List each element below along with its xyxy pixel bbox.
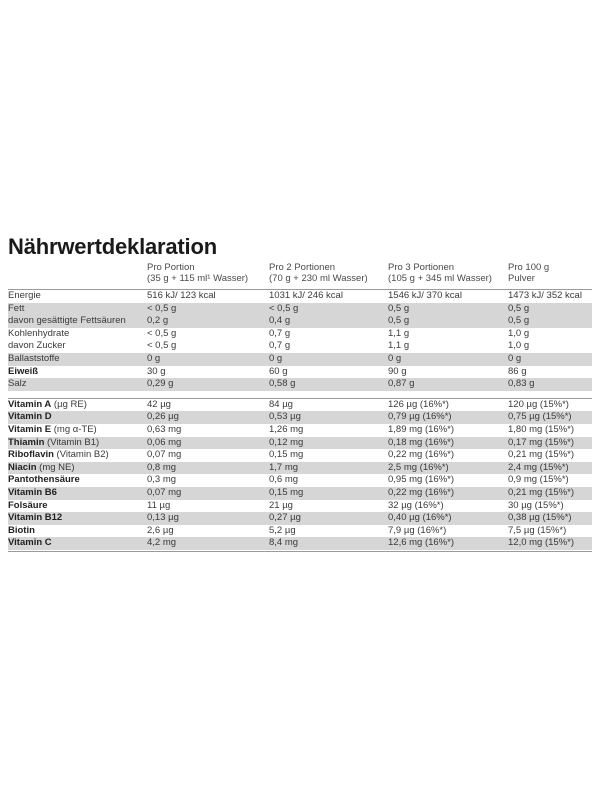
row-value: 0,26 µg bbox=[147, 411, 179, 423]
page-title: Nährwertdeklaration bbox=[8, 234, 217, 259]
row-value: 0,58 g bbox=[269, 378, 296, 390]
row-value: 0,40 µg (16%*) bbox=[388, 512, 452, 524]
row-value: 0,06 mg bbox=[147, 436, 182, 448]
row-value: 0,5 g bbox=[388, 315, 410, 327]
row-value: 30 µg (15%*) bbox=[508, 499, 564, 511]
nutrients-section bbox=[8, 289, 592, 391]
row-value: 0,5 g bbox=[388, 302, 410, 314]
row-value: 1,0 g bbox=[508, 327, 530, 339]
row-value: 7,9 µg (16%*) bbox=[388, 524, 447, 536]
header-cell: Pro 3 Portionen (105 g + 345 ml Wasser) bbox=[388, 262, 492, 284]
row-value: 2,6 µg bbox=[147, 524, 174, 536]
row-label: Vitamin D bbox=[8, 411, 52, 423]
row-value: 0 g bbox=[269, 352, 283, 364]
table-row bbox=[8, 525, 592, 538]
row-value: 1,89 mg (16%*) bbox=[388, 423, 455, 435]
row-value: 60 g bbox=[269, 365, 288, 377]
row-label: Eiweiß bbox=[8, 365, 39, 377]
row-label: Energie bbox=[8, 290, 41, 301]
row-label: Pantothensäure bbox=[8, 474, 80, 486]
table-row bbox=[8, 353, 592, 366]
nutrition-table bbox=[8, 232, 592, 552]
row-value: 1,0 g bbox=[508, 340, 530, 352]
row-value: 0,21 mg (15%*) bbox=[508, 486, 575, 498]
row-value: 42 µg bbox=[147, 398, 171, 410]
table-row bbox=[8, 424, 592, 437]
row-value: 0,4 g bbox=[269, 315, 291, 327]
row-value: 2,5 mg (16%*) bbox=[388, 461, 449, 473]
table-row bbox=[8, 303, 592, 316]
row-value: 120 µg (15%*) bbox=[508, 398, 569, 410]
row-value: 0,75 µg (15%*) bbox=[508, 411, 572, 423]
row-value: 1,7 mg bbox=[269, 461, 299, 473]
row-label: Biotin bbox=[8, 524, 35, 536]
row-value: 0,87 g bbox=[388, 378, 415, 390]
row-value: 84 µg bbox=[269, 398, 293, 410]
row-value: 0,3 mg bbox=[147, 474, 177, 486]
row-label: Thiamin (Vitamin B1) bbox=[8, 436, 100, 448]
row-value: 0,07 mg bbox=[147, 486, 182, 498]
row-value: 0,8 mg bbox=[147, 461, 177, 473]
row-label: Riboflavin (Vitamin B2) bbox=[8, 449, 109, 461]
row-label: Vitamin B12 bbox=[8, 512, 63, 524]
vitamins-section bbox=[8, 398, 592, 550]
row-value: 0,27 µg bbox=[269, 512, 301, 524]
row-label: Kohlenhydrate bbox=[8, 327, 70, 339]
header-cell: Pro 2 Portionen (70 g + 230 ml Wasser) bbox=[269, 262, 368, 284]
row-label: davon gesättigte Fettsäuren bbox=[8, 315, 126, 327]
row-value: 8,4 mg bbox=[269, 537, 299, 549]
table-row bbox=[8, 289, 592, 303]
row-value: 0,38 µg (15%*) bbox=[508, 512, 572, 524]
row-label: Vitamin A (µg RE) bbox=[8, 398, 87, 410]
row-value: < 0,5 g bbox=[147, 340, 177, 352]
table-row bbox=[8, 366, 592, 379]
row-value: 0,22 mg (16%*) bbox=[388, 486, 455, 498]
row-label: Niacin (mg NE) bbox=[8, 461, 75, 473]
row-value: 1546 kJ/ 370 kcal bbox=[388, 290, 462, 301]
row-value: < 0,5 g bbox=[269, 302, 299, 314]
table-row bbox=[8, 462, 592, 475]
row-value: 0,63 mg bbox=[147, 423, 182, 435]
row-value: 0,9 mg (15%*) bbox=[508, 474, 569, 486]
row-label: Fett bbox=[8, 302, 25, 314]
header-cell bbox=[8, 262, 147, 289]
table-row bbox=[8, 474, 592, 487]
row-value: 12,0 mg (15%*) bbox=[508, 537, 575, 549]
row-label: Vitamin E (mg α-TE) bbox=[8, 423, 97, 435]
row-label: Ballaststoffe bbox=[8, 352, 60, 364]
row-value: 0,2 g bbox=[147, 315, 169, 327]
table-header bbox=[8, 262, 592, 289]
row-value: < 0,5 g bbox=[147, 302, 177, 314]
row-value: 5,2 µg bbox=[269, 524, 296, 536]
row-value: 11 µg bbox=[147, 499, 171, 511]
row-value: 0,15 mg bbox=[269, 449, 304, 461]
row-label: Vitamin C bbox=[8, 537, 52, 549]
table-row bbox=[8, 340, 592, 353]
row-value: 4,2 mg bbox=[147, 537, 177, 549]
row-value: 0,13 µg bbox=[147, 512, 179, 524]
row-value: 21 µg bbox=[269, 499, 293, 511]
table-row bbox=[8, 411, 592, 424]
row-value: 0,21 mg (15%*) bbox=[508, 449, 575, 461]
row-label: davon Zucker bbox=[8, 340, 66, 352]
row-value: 0,79 µg (16%*) bbox=[388, 411, 452, 423]
row-value: 0 g bbox=[508, 352, 522, 364]
row-value: 90 g bbox=[388, 365, 407, 377]
row-value: 86 g bbox=[508, 365, 527, 377]
header-cell: Pro Portion (35 g + 115 ml¹ Wasser) bbox=[147, 262, 249, 284]
row-value: 0 g bbox=[147, 352, 161, 364]
row-value: 0,6 mg bbox=[269, 474, 299, 486]
row-value: 0,29 g bbox=[147, 378, 174, 390]
table-row bbox=[8, 378, 592, 391]
row-label: Salz bbox=[8, 378, 27, 390]
row-value: 1,26 mg bbox=[269, 423, 304, 435]
row-value: 7,5 µg (15%*) bbox=[508, 524, 567, 536]
row-value: 1031 kJ/ 246 kcal bbox=[269, 290, 343, 301]
table-row bbox=[8, 398, 592, 412]
row-value: 0,22 mg (16%*) bbox=[388, 449, 455, 461]
row-value: 0,07 mg bbox=[147, 449, 182, 461]
row-value: 126 µg (16%*) bbox=[388, 398, 449, 410]
row-value: < 0,5 g bbox=[147, 327, 177, 339]
row-value: 32 µg (16%*) bbox=[388, 499, 444, 511]
row-value: 0,5 g bbox=[508, 315, 530, 327]
row-value: 12,6 mg (16%*) bbox=[388, 537, 455, 549]
row-value: 0,18 mg (16%*) bbox=[388, 436, 455, 448]
table-row bbox=[8, 315, 592, 328]
row-value: 0,5 g bbox=[508, 302, 530, 314]
row-value: 0,53 µg bbox=[269, 411, 301, 423]
table-row bbox=[8, 328, 592, 341]
row-value: 0,15 mg bbox=[269, 486, 304, 498]
row-value: 1473 kJ/ 352 kcal bbox=[508, 290, 582, 301]
row-value: 0,7 g bbox=[269, 327, 291, 339]
row-value: 0,7 g bbox=[269, 340, 291, 352]
row-value: 0,12 mg bbox=[269, 436, 304, 448]
row-value: 1,1 g bbox=[388, 327, 410, 339]
row-value: 1,80 mg (15%*) bbox=[508, 423, 575, 435]
header-cell: Pro 100 g Pulver bbox=[508, 262, 550, 284]
table-row bbox=[8, 437, 592, 450]
row-value: 516 kJ/ 123 kcal bbox=[147, 290, 216, 301]
row-value: 1,1 g bbox=[388, 340, 410, 352]
row-label: Vitamin B6 bbox=[8, 486, 57, 498]
row-value: 0,83 g bbox=[508, 378, 535, 390]
table-row bbox=[8, 449, 592, 462]
row-value: 0,17 mg (15%*) bbox=[508, 436, 575, 448]
row-value: 2,4 mg (15%*) bbox=[508, 461, 569, 473]
table-row bbox=[8, 500, 592, 513]
table-row bbox=[8, 512, 592, 525]
table-row bbox=[8, 487, 592, 500]
row-value: 30 g bbox=[147, 365, 166, 377]
row-value: 0 g bbox=[388, 352, 402, 364]
row-label: Folsäure bbox=[8, 499, 48, 511]
row-value: 0,95 mg (16%*) bbox=[388, 474, 455, 486]
table-bottom-rule bbox=[8, 551, 592, 552]
table-row bbox=[8, 537, 592, 550]
